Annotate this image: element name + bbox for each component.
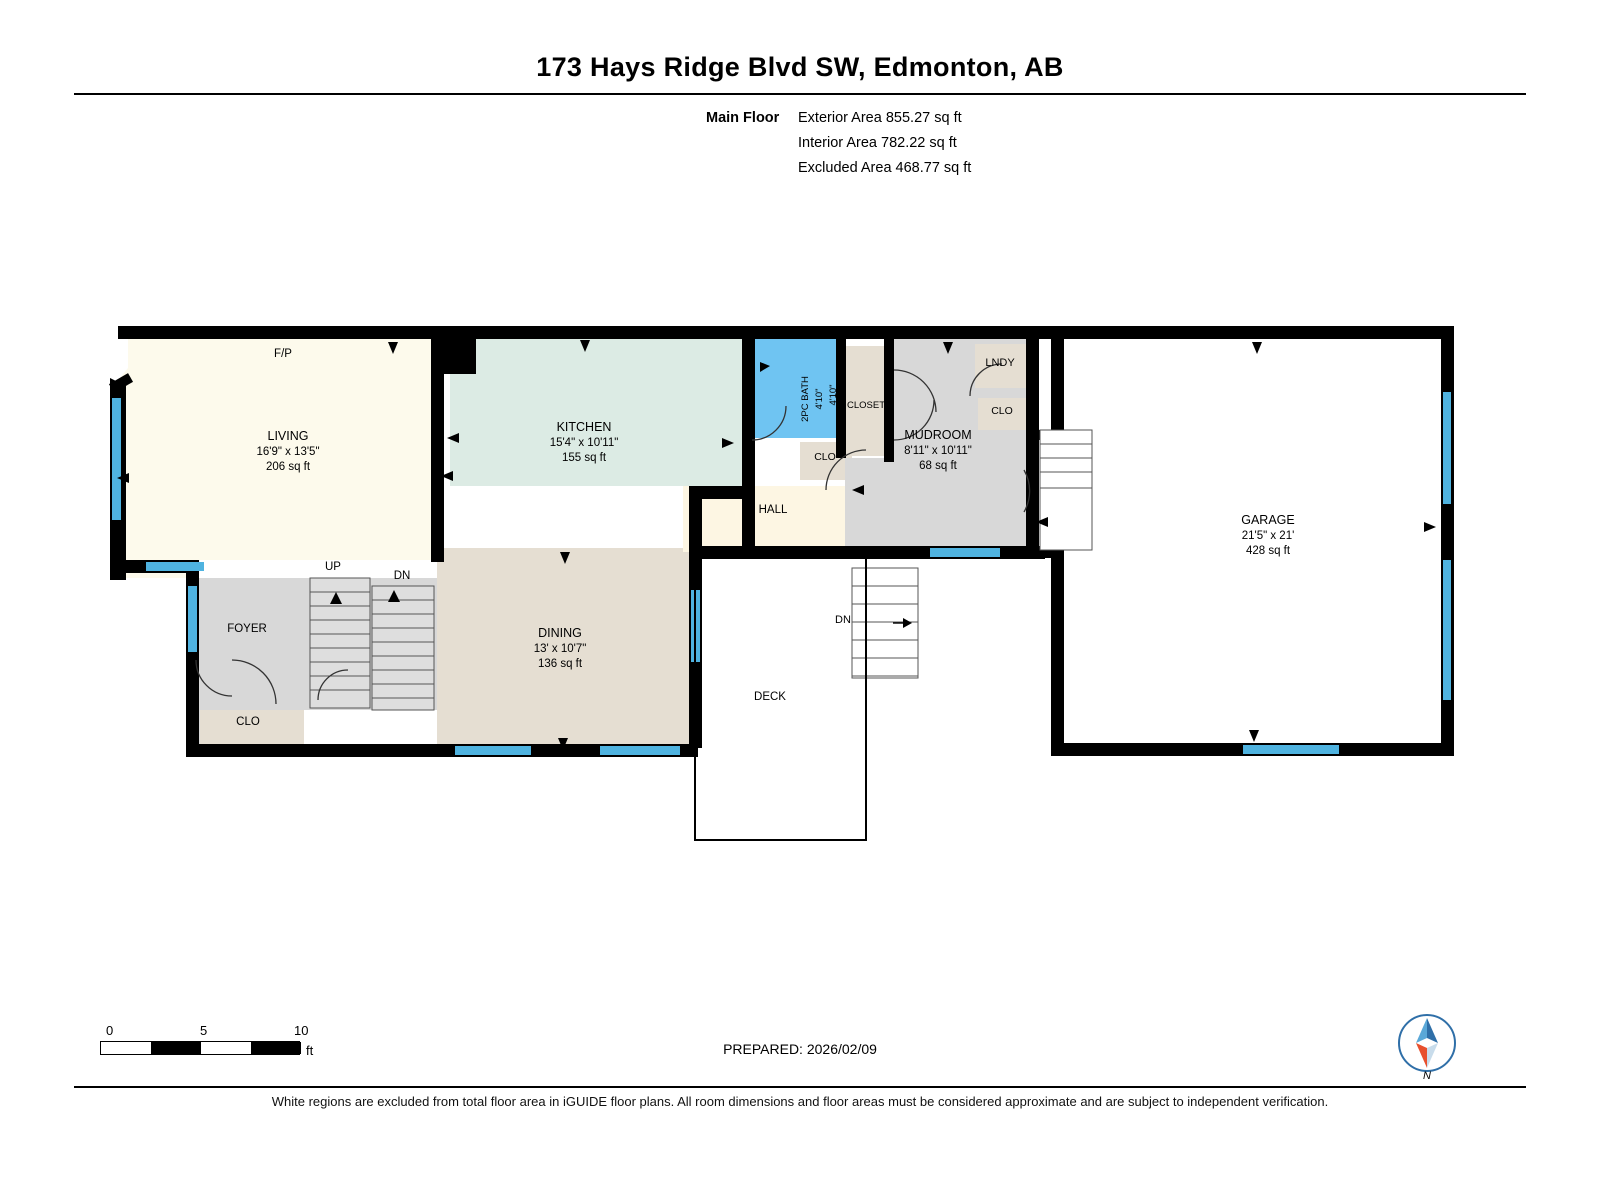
room-area: 155 sq ft: [561, 452, 607, 464]
plan-label: CLOSET: [846, 400, 886, 411]
scale-tick-0: 0: [106, 1023, 114, 1038]
disclaimer-text: White regions are excluded from total floor area in iGUIDE floor plans. All room dimensions and floor areas must be considered approximate and are subject to independent verification.: [271, 1094, 1329, 1109]
plan-label: F/P: [274, 348, 292, 360]
prepared-date: PREPARED: 2026/02/09: [723, 1041, 877, 1057]
plan-label: FOYER: [227, 623, 267, 635]
room-dimensions: 15'4" x 10'11": [549, 437, 619, 449]
room-dimensions: 21'5" x 21': [1241, 530, 1295, 542]
excluded-area: Excluded Area 468.77 sq ft: [798, 160, 972, 176]
compass-north-label: N: [1423, 1070, 1431, 1082]
room-area: 68 sq ft: [919, 460, 957, 472]
page-title: 173 Hays Ridge Blvd SW, Edmonton, AB: [536, 52, 1064, 82]
scale-unit: ft: [306, 1043, 314, 1058]
room-dimensions: 13' x 10'7": [533, 643, 587, 655]
exterior-area: Exterior Area 855.27 sq ft: [798, 110, 962, 126]
plan-label: CLO: [814, 451, 836, 463]
room-label: [1241, 513, 1295, 557]
room-name: LIVING: [267, 429, 309, 443]
room-name: GARAGE: [1241, 513, 1295, 527]
plan-label: DN: [835, 614, 851, 626]
compass-icon: [1396, 1012, 1458, 1074]
plan-label: DN: [393, 570, 411, 582]
plan-label: HALL: [758, 504, 788, 516]
interior-area: Interior Area 782.22 sq ft: [798, 135, 957, 151]
room-area: 428 sq ft: [1245, 545, 1291, 557]
room-name: MUDROOM: [904, 428, 972, 442]
footer-divider: [74, 1086, 1526, 1088]
floor-label: Main Floor: [706, 110, 780, 126]
room-name: DINING: [538, 626, 582, 640]
plan-label-rotated: 2PC BATH: [800, 376, 811, 422]
room-dimensions: 8'11" x 10'11": [904, 445, 972, 457]
room-dimensions: 16'9" x 13'5": [256, 446, 320, 458]
room-area: 206 sq ft: [265, 461, 311, 473]
scale-tick-5: 5: [200, 1023, 208, 1038]
plan-label: CLO: [236, 716, 260, 728]
room-label: [534, 626, 587, 670]
room-name: KITCHEN: [556, 420, 612, 434]
plan-label-rotated: 4'10": [814, 388, 825, 410]
room-area: 136 sq ft: [537, 658, 583, 670]
plan-label: LNDY: [985, 357, 1015, 369]
room-fill-garage: [1058, 332, 1448, 752]
plan-label: CLO: [991, 405, 1013, 417]
plan-label: DECK: [754, 691, 786, 703]
scale-ticks: [90, 1023, 330, 1039]
scale-tick-10: 10: [294, 1023, 309, 1038]
plan-label-rotated: 4'10": [828, 384, 839, 406]
room-fill-2pc-bath: [750, 338, 838, 438]
plan-label: UP: [325, 561, 341, 573]
